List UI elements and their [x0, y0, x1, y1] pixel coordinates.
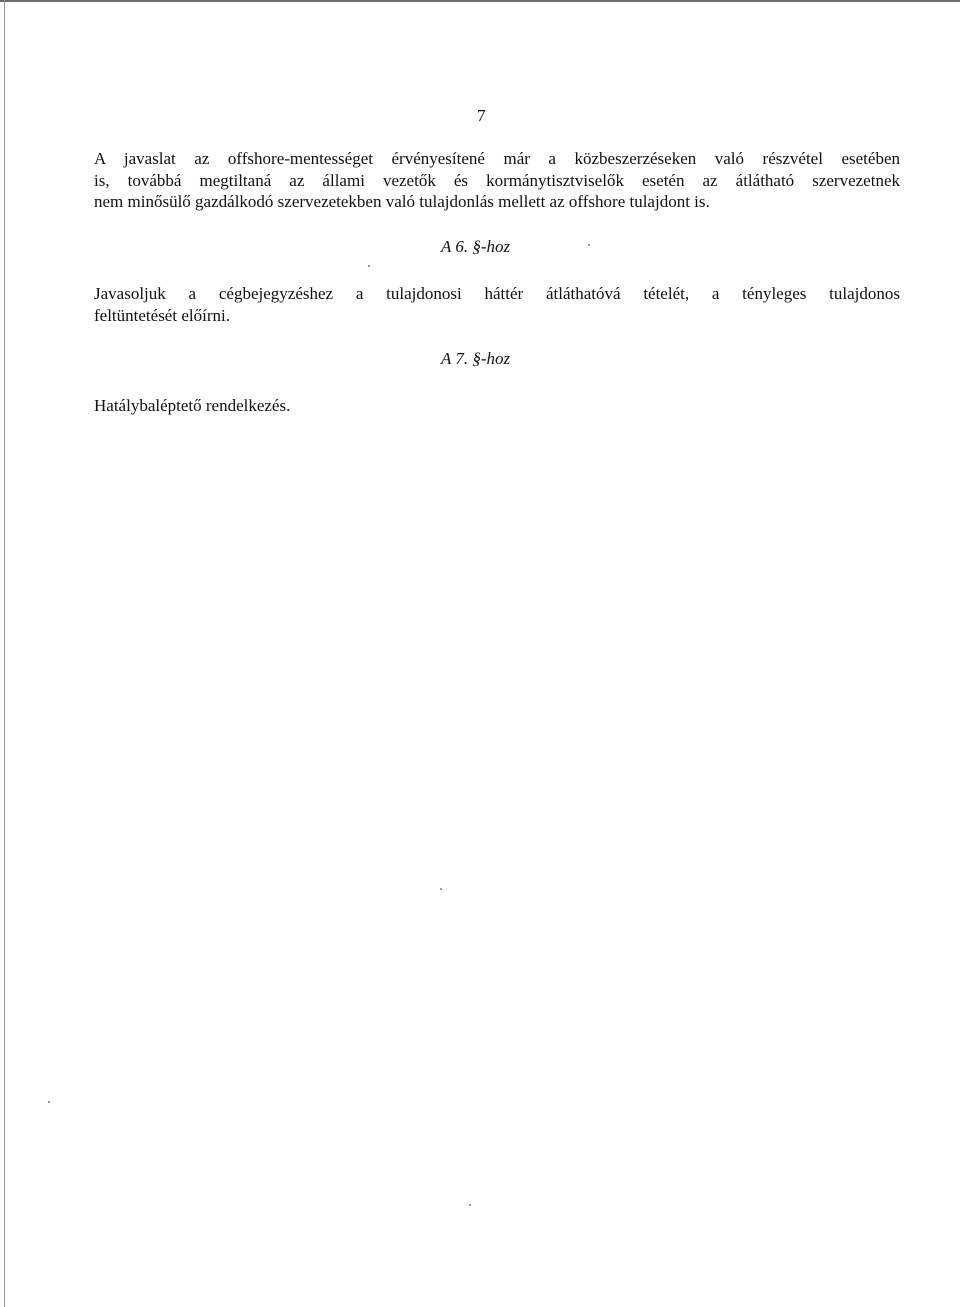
scan-speck [440, 888, 442, 890]
scan-speck [469, 1204, 471, 1206]
scan-speck [368, 265, 370, 267]
section-heading-6: A 6. §-hoz [441, 237, 511, 256]
section-7-paragraph [94, 395, 900, 417]
section-6-paragraph [94, 283, 900, 326]
paragraph-line: A javaslat az offshore-mentességet érvényesítené már a közbeszerzéseken való részvétel esetében [94, 149, 900, 168]
paragraph-line: Javasoljuk a cégbejegyzéshez a tulajdonosi háttér átláthatóvá tételét, a tényleges tulajdonos [94, 284, 900, 303]
page-top-edge [0, 0, 960, 2]
paragraph-line: nem minősülő gazdálkodó szervezetekben való tulajdonlás mellett az offshore tulajdont is. [94, 192, 710, 211]
paragraph-line: feltüntetését előírni. [94, 305, 230, 325]
scan-speck [588, 244, 590, 246]
intro-paragraph [94, 148, 900, 213]
paragraph-line: is, továbbá megtiltaná az állami vezetők és kormánytisztviselők esetén az átlátható szervezetnek [94, 170, 900, 190]
section-heading-7: A 7. §-hoz [441, 349, 511, 368]
paragraph-line: Hatálybaléptető rendelkezés. [94, 396, 291, 415]
page-left-edge [4, 0, 5, 1307]
page-number: 7 [477, 106, 486, 125]
scan-speck [48, 1101, 50, 1103]
